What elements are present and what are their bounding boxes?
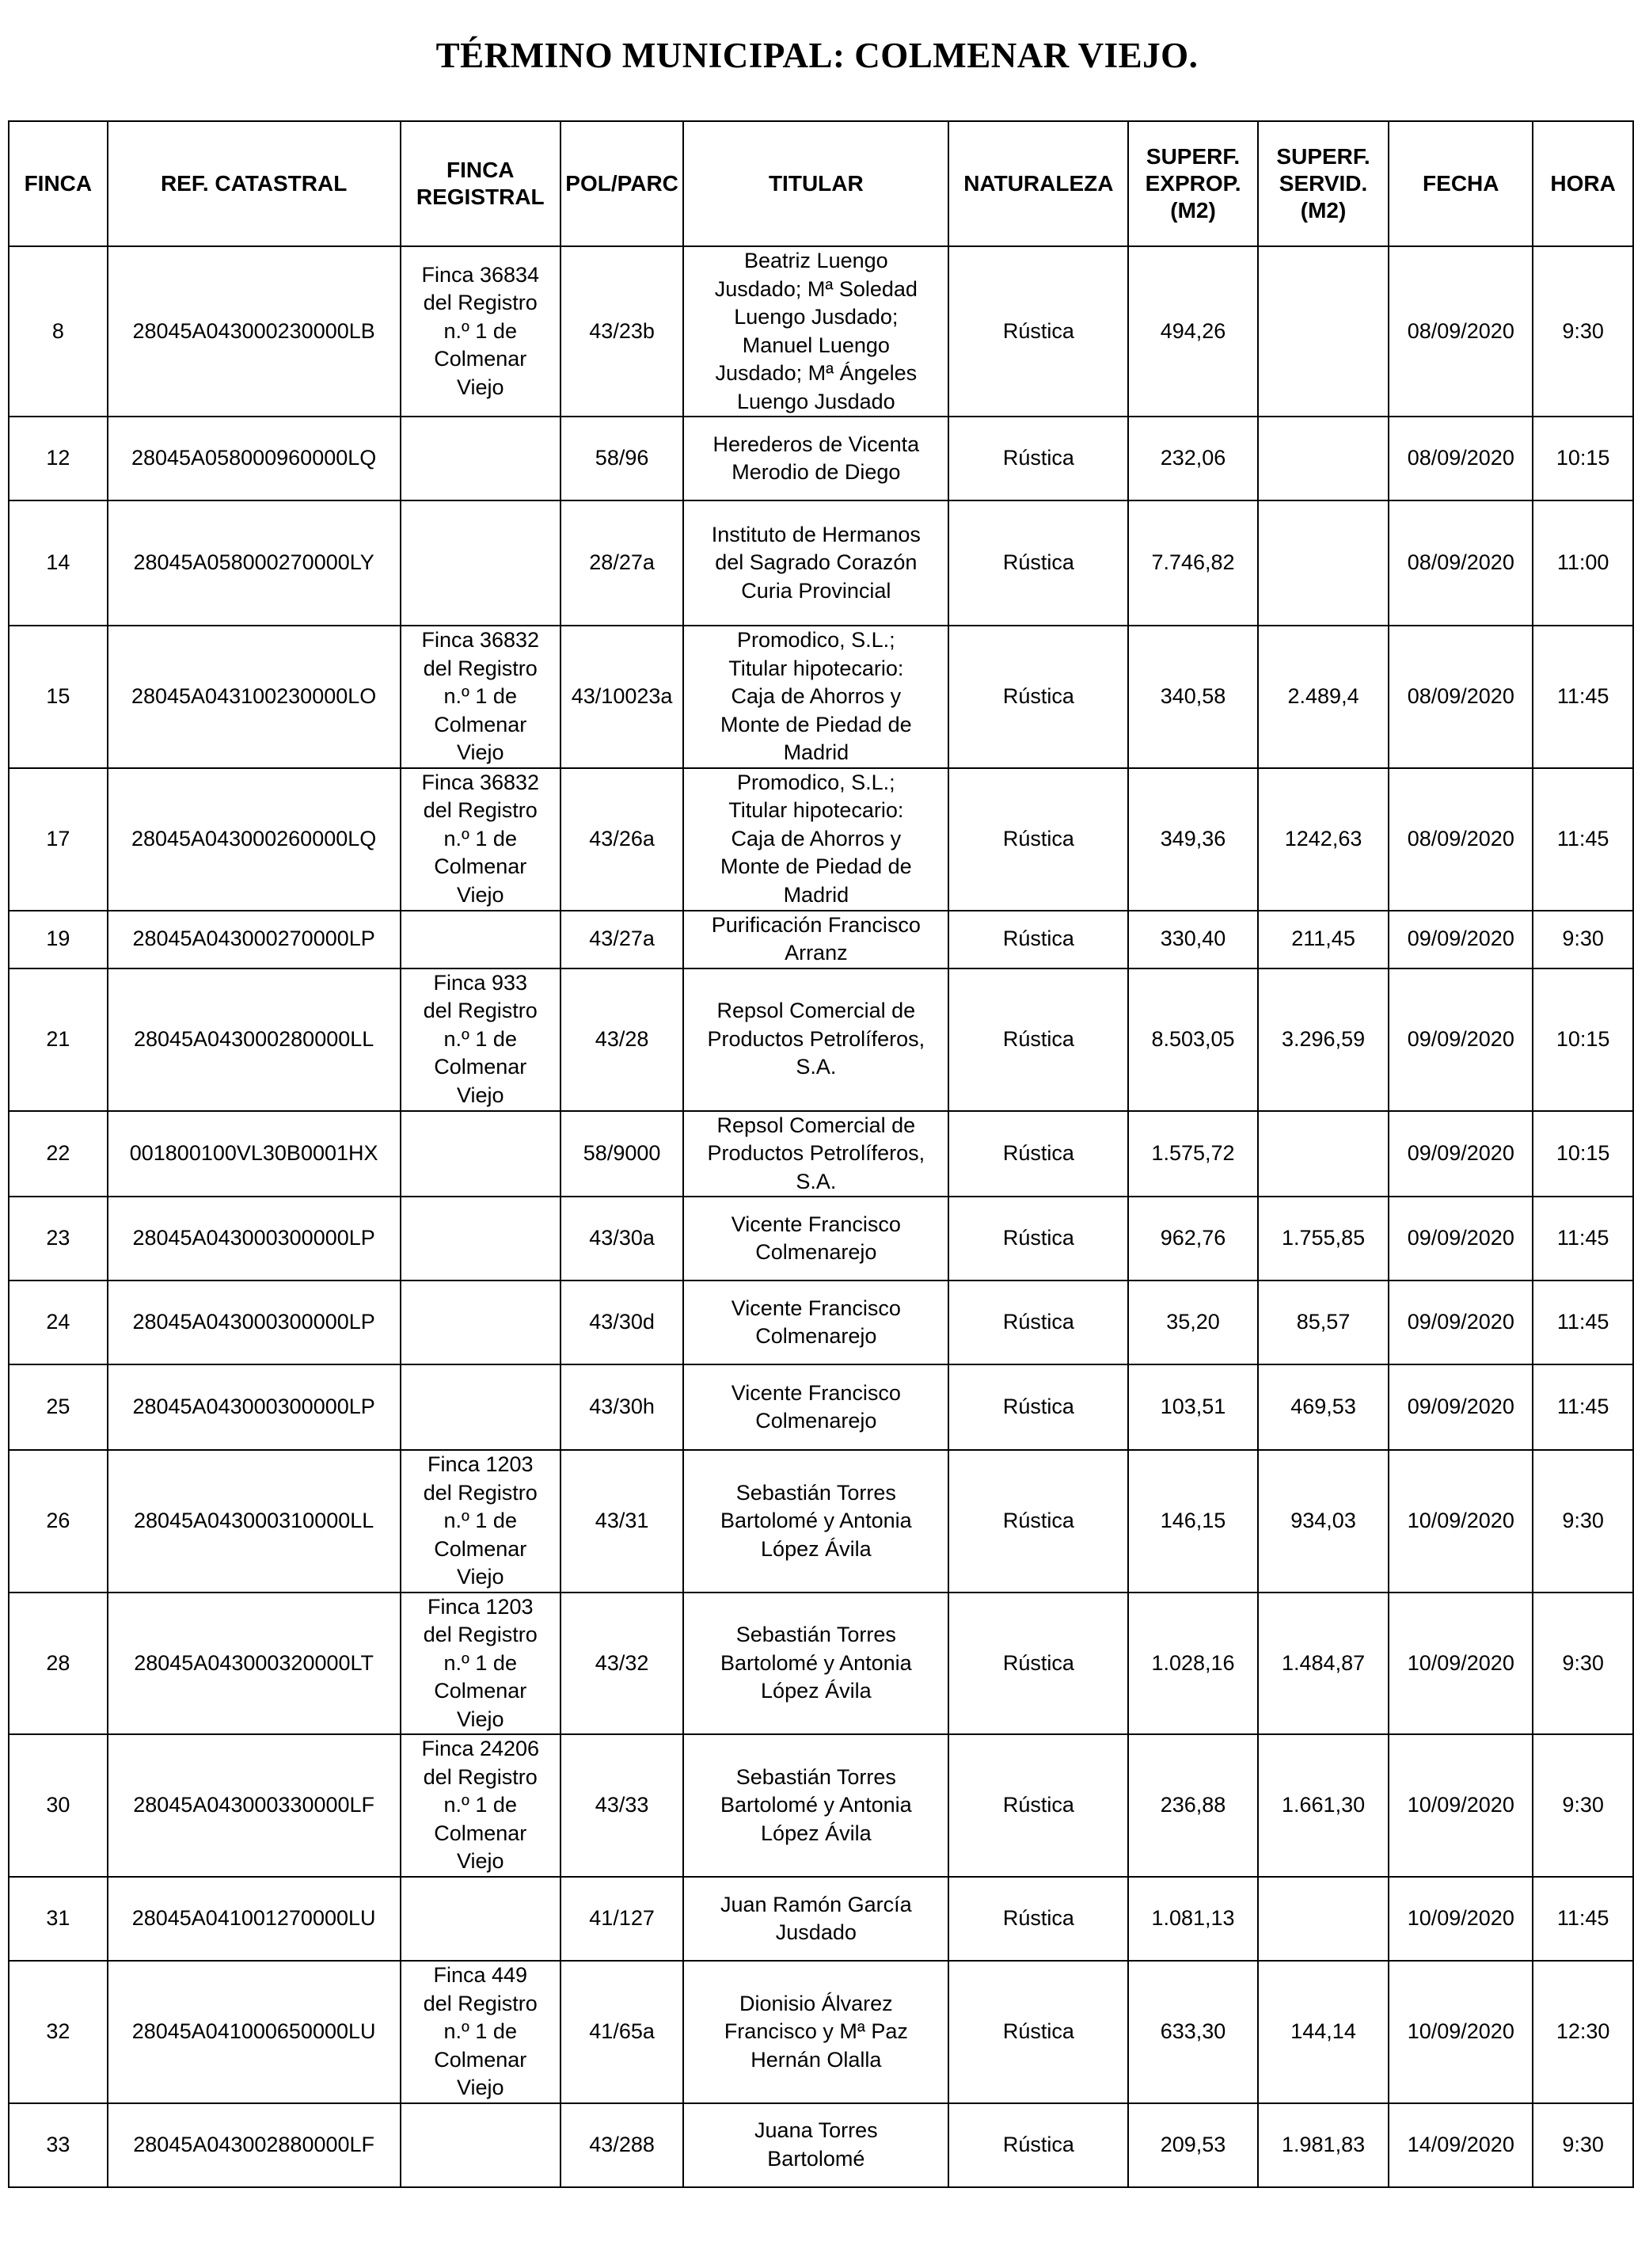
cell-fecha: 08/09/2020 <box>1389 417 1533 500</box>
table-body <box>9 246 1633 2187</box>
cell-hora: 10:15 <box>1533 968 1633 1111</box>
cell-superf-servid: 1242,63 <box>1258 768 1389 911</box>
cell-titular: Vicente Francisco Colmenarejo <box>683 1197 948 1281</box>
cell-ref-catastral: 28045A043000330000LF <box>108 1734 401 1877</box>
header-pol-parc: POL/PARC <box>560 121 683 246</box>
cell-superf-servid: 469,53 <box>1258 1364 1389 1450</box>
cell-titular: Sebastián Torres Bartolomé y Antonia López Ávila <box>683 1734 948 1877</box>
cell-fecha: 08/09/2020 <box>1389 768 1533 911</box>
cell-titular: Sebastián Torres Bartolomé y Antonia López Ávila <box>683 1593 948 1735</box>
cell-superf-servid: 3.296,59 <box>1258 968 1389 1111</box>
cell-fecha: 09/09/2020 <box>1389 1197 1533 1281</box>
cell-superf-servid <box>1258 1111 1389 1197</box>
cell-finca: 30 <box>9 1734 108 1877</box>
cell-ref-catastral: 28045A041000650000LU <box>108 1961 401 2103</box>
cell-finca: 8 <box>9 246 108 417</box>
cell-finca-registral: Finca 36832 del Registro n.º 1 de Colmenar Viejo <box>401 768 560 911</box>
cell-ref-catastral: 001800100VL30B0001HX <box>108 1111 401 1197</box>
cell-superf-exprop: 340,58 <box>1128 626 1258 768</box>
cell-hora: 11:45 <box>1533 1877 1633 1961</box>
table-row <box>9 768 1633 911</box>
cell-ref-catastral: 28045A043000300000LP <box>108 1281 401 1364</box>
cell-naturaleza: Rústica <box>948 417 1128 500</box>
cell-hora: 9:30 <box>1533 1734 1633 1877</box>
cell-ref-catastral: 28045A043000310000LL <box>108 1450 401 1593</box>
cell-finca-registral: Finca 24206 del Registro n.º 1 de Colmenar Viejo <box>401 1734 560 1877</box>
cell-ref-catastral: 28045A043000300000LP <box>108 1197 401 1281</box>
cell-pol-parc: 58/9000 <box>560 1111 683 1197</box>
cell-naturaleza: Rústica <box>948 1281 1128 1364</box>
cell-finca-registral: Finca 449 del Registro n.º 1 de Colmenar Viejo <box>401 1961 560 2103</box>
table-row <box>9 1877 1633 1961</box>
expropriation-table <box>8 120 1634 2188</box>
header-hora: HORA <box>1533 121 1633 246</box>
cell-finca: 31 <box>9 1877 108 1961</box>
cell-ref-catastral: 28045A058000270000LY <box>108 500 401 626</box>
cell-fecha: 14/09/2020 <box>1389 2103 1533 2187</box>
table-row <box>9 1593 1633 1735</box>
cell-naturaleza: Rústica <box>948 500 1128 626</box>
header-fecha: FECHA <box>1389 121 1533 246</box>
cell-superf-exprop: 35,20 <box>1128 1281 1258 1364</box>
cell-hora: 11:45 <box>1533 1364 1633 1450</box>
cell-pol-parc: 41/127 <box>560 1877 683 1961</box>
cell-superf-exprop: 494,26 <box>1128 246 1258 417</box>
cell-pol-parc: 43/27a <box>560 911 683 968</box>
cell-pol-parc: 43/288 <box>560 2103 683 2187</box>
cell-fecha: 09/09/2020 <box>1389 1364 1533 1450</box>
cell-naturaleza: Rústica <box>948 1877 1128 1961</box>
cell-ref-catastral: 28045A041001270000LU <box>108 1877 401 1961</box>
cell-finca: 32 <box>9 1961 108 2103</box>
cell-superf-exprop: 962,76 <box>1128 1197 1258 1281</box>
cell-fecha: 09/09/2020 <box>1389 1111 1533 1197</box>
cell-finca-registral <box>401 500 560 626</box>
table-row <box>9 2103 1633 2187</box>
cell-naturaleza: Rústica <box>948 1734 1128 1877</box>
cell-titular: Vicente Francisco Colmenarejo <box>683 1281 948 1364</box>
cell-superf-servid: 1.661,30 <box>1258 1734 1389 1877</box>
cell-pol-parc: 58/96 <box>560 417 683 500</box>
cell-ref-catastral: 28045A043000300000LP <box>108 1364 401 1450</box>
cell-superf-servid <box>1258 417 1389 500</box>
cell-hora: 11:45 <box>1533 626 1633 768</box>
cell-hora: 11:45 <box>1533 1197 1633 1281</box>
table-row <box>9 626 1633 768</box>
cell-naturaleza: Rústica <box>948 1364 1128 1450</box>
cell-pol-parc: 43/33 <box>560 1734 683 1877</box>
cell-finca-registral <box>401 1197 560 1281</box>
table-row <box>9 911 1633 968</box>
header-naturaleza: NATURALEZA <box>948 121 1128 246</box>
cell-finca-registral: Finca 933 del Registro n.º 1 de Colmenar Viejo <box>401 968 560 1111</box>
cell-titular: Vicente Francisco Colmenarejo <box>683 1364 948 1450</box>
cell-titular: Purificación Francisco Arranz <box>683 911 948 968</box>
cell-finca: 14 <box>9 500 108 626</box>
cell-pol-parc: 43/28 <box>560 968 683 1111</box>
cell-naturaleza: Rústica <box>948 1111 1128 1197</box>
cell-ref-catastral: 28045A043000260000LQ <box>108 768 401 911</box>
table-row <box>9 1961 1633 2103</box>
header-finca: FINCA <box>9 121 108 246</box>
cell-naturaleza: Rústica <box>948 1197 1128 1281</box>
cell-superf-servid: 85,57 <box>1258 1281 1389 1364</box>
cell-superf-servid: 1.981,83 <box>1258 2103 1389 2187</box>
cell-superf-servid <box>1258 500 1389 626</box>
cell-titular: Beatriz Luengo Jusdado; Mª Soledad Luengo Jusdado; Manuel Luengo Jusdado; Mª Ángeles Luengo Jusdado <box>683 246 948 417</box>
header-superf-exprop: SUPERF. EXPROP. (M2) <box>1128 121 1258 246</box>
cell-finca-registral: Finca 1203 del Registro n.º 1 de Colmenar Viejo <box>401 1450 560 1593</box>
cell-superf-exprop: 1.575,72 <box>1128 1111 1258 1197</box>
cell-titular: Dionisio Álvarez Francisco y Mª Paz Hernán Olalla <box>683 1961 948 2103</box>
cell-superf-exprop: 103,51 <box>1128 1364 1258 1450</box>
cell-hora: 9:30 <box>1533 1593 1633 1735</box>
table-row <box>9 1281 1633 1364</box>
cell-finca-registral <box>401 2103 560 2187</box>
cell-finca-registral <box>401 1281 560 1364</box>
cell-finca: 25 <box>9 1364 108 1450</box>
cell-ref-catastral: 28045A043000230000LB <box>108 246 401 417</box>
cell-fecha: 10/09/2020 <box>1389 1877 1533 1961</box>
cell-hora: 9:30 <box>1533 911 1633 968</box>
cell-finca-registral <box>401 1877 560 1961</box>
header-titular: TITULAR <box>683 121 948 246</box>
cell-fecha: 09/09/2020 <box>1389 1281 1533 1364</box>
cell-naturaleza: Rústica <box>948 626 1128 768</box>
cell-titular: Sebastián Torres Bartolomé y Antonia López Ávila <box>683 1450 948 1593</box>
cell-finca: 22 <box>9 1111 108 1197</box>
cell-superf-exprop: 232,06 <box>1128 417 1258 500</box>
cell-finca: 15 <box>9 626 108 768</box>
cell-superf-servid <box>1258 246 1389 417</box>
table-row <box>9 417 1633 500</box>
cell-fecha: 09/09/2020 <box>1389 911 1533 968</box>
cell-naturaleza: Rústica <box>948 1593 1128 1735</box>
table-row <box>9 1197 1633 1281</box>
cell-finca-registral <box>401 417 560 500</box>
cell-fecha: 08/09/2020 <box>1389 246 1533 417</box>
cell-pol-parc: 43/30d <box>560 1281 683 1364</box>
cell-finca-registral <box>401 1364 560 1450</box>
cell-superf-exprop: 1.081,13 <box>1128 1877 1258 1961</box>
cell-pol-parc: 43/10023a <box>560 626 683 768</box>
header-finca-registral: FINCA REGISTRAL <box>401 121 560 246</box>
cell-titular: Juana Torres Bartolomé <box>683 2103 948 2187</box>
cell-fecha: 10/09/2020 <box>1389 1734 1533 1877</box>
cell-superf-servid: 2.489,4 <box>1258 626 1389 768</box>
cell-finca: 24 <box>9 1281 108 1364</box>
cell-titular: Promodico, S.L.; Titular hipotecario: Caja de Ahorros y Monte de Piedad de Madrid <box>683 626 948 768</box>
cell-naturaleza: Rústica <box>948 2103 1128 2187</box>
cell-finca-registral: Finca 36832 del Registro n.º 1 de Colmenar Viejo <box>401 626 560 768</box>
cell-pol-parc: 43/23b <box>560 246 683 417</box>
cell-superf-exprop: 1.028,16 <box>1128 1593 1258 1735</box>
table-row <box>9 500 1633 626</box>
cell-ref-catastral: 28045A058000960000LQ <box>108 417 401 500</box>
cell-superf-exprop: 349,36 <box>1128 768 1258 911</box>
cell-superf-exprop: 236,88 <box>1128 1734 1258 1877</box>
cell-superf-servid: 211,45 <box>1258 911 1389 968</box>
cell-fecha: 09/09/2020 <box>1389 968 1533 1111</box>
cell-ref-catastral: 28045A043000280000LL <box>108 968 401 1111</box>
cell-pol-parc: 41/65a <box>560 1961 683 2103</box>
cell-fecha: 10/09/2020 <box>1389 1593 1533 1735</box>
cell-finca: 28 <box>9 1593 108 1735</box>
cell-finca: 19 <box>9 911 108 968</box>
cell-pol-parc: 28/27a <box>560 500 683 626</box>
cell-titular: Juan Ramón García Jusdado <box>683 1877 948 1961</box>
cell-superf-exprop: 209,53 <box>1128 2103 1258 2187</box>
cell-hora: 9:30 <box>1533 2103 1633 2187</box>
page-title: TÉRMINO MUNICIPAL: COLMENAR VIEJO. <box>435 36 1199 75</box>
cell-finca-registral: Finca 36834 del Registro n.º 1 de Colmenar Viejo <box>401 246 560 417</box>
cell-ref-catastral: 28045A043000270000LP <box>108 911 401 968</box>
cell-pol-parc: 43/31 <box>560 1450 683 1593</box>
cell-finca: 17 <box>9 768 108 911</box>
cell-hora: 12:30 <box>1533 1961 1633 2103</box>
cell-titular: Herederos de Vicenta Merodio de Diego <box>683 417 948 500</box>
cell-naturaleza: Rústica <box>948 246 1128 417</box>
cell-finca-registral: Finca 1203 del Registro n.º 1 de Colmenar Viejo <box>401 1593 560 1735</box>
cell-hora: 10:15 <box>1533 1111 1633 1197</box>
cell-titular: Repsol Comercial de Productos Petrolíferos, S.A. <box>683 968 948 1111</box>
cell-superf-exprop: 330,40 <box>1128 911 1258 968</box>
cell-hora: 9:30 <box>1533 246 1633 417</box>
cell-hora: 10:15 <box>1533 417 1633 500</box>
cell-ref-catastral: 28045A043100230000LO <box>108 626 401 768</box>
cell-fecha: 10/09/2020 <box>1389 1450 1533 1593</box>
cell-finca: 12 <box>9 417 108 500</box>
cell-superf-servid: 1.484,87 <box>1258 1593 1389 1735</box>
header-ref-catastral: REF. CATASTRAL <box>108 121 401 246</box>
cell-superf-servid <box>1258 1877 1389 1961</box>
cell-finca: 23 <box>9 1197 108 1281</box>
cell-titular: Repsol Comercial de Productos Petrolíferos, S.A. <box>683 1111 948 1197</box>
cell-fecha: 10/09/2020 <box>1389 1961 1533 2103</box>
table-row <box>9 1364 1633 1450</box>
cell-fecha: 08/09/2020 <box>1389 500 1533 626</box>
cell-superf-exprop: 8.503,05 <box>1128 968 1258 1111</box>
cell-finca: 33 <box>9 2103 108 2187</box>
cell-naturaleza: Rústica <box>948 911 1128 968</box>
cell-finca-registral <box>401 1111 560 1197</box>
cell-naturaleza: Rústica <box>948 768 1128 911</box>
table-row <box>9 1450 1633 1593</box>
cell-superf-servid: 144,14 <box>1258 1961 1389 2103</box>
cell-fecha: 08/09/2020 <box>1389 626 1533 768</box>
cell-finca: 26 <box>9 1450 108 1593</box>
cell-superf-exprop: 633,30 <box>1128 1961 1258 2103</box>
cell-superf-exprop: 7.746,82 <box>1128 500 1258 626</box>
cell-titular: Promodico, S.L.; Titular hipotecario: Caja de Ahorros y Monte de Piedad de Madrid <box>683 768 948 911</box>
table-row <box>9 1111 1633 1197</box>
cell-hora: 11:45 <box>1533 768 1633 911</box>
cell-pol-parc: 43/26a <box>560 768 683 911</box>
cell-naturaleza: Rústica <box>948 1450 1128 1593</box>
cell-pol-parc: 43/32 <box>560 1593 683 1735</box>
cell-hora: 11:00 <box>1533 500 1633 626</box>
header-row <box>9 121 1633 246</box>
header-superf-servid: SUPERF. SERVID. (M2) <box>1258 121 1389 246</box>
cell-superf-servid: 1.755,85 <box>1258 1197 1389 1281</box>
cell-pol-parc: 43/30h <box>560 1364 683 1450</box>
cell-hora: 11:45 <box>1533 1281 1633 1364</box>
cell-superf-servid: 934,03 <box>1258 1450 1389 1593</box>
cell-naturaleza: Rústica <box>948 1961 1128 2103</box>
cell-finca-registral <box>401 911 560 968</box>
cell-naturaleza: Rústica <box>948 968 1128 1111</box>
cell-titular: Instituto de Hermanos del Sagrado Corazón Curia Provincial <box>683 500 948 626</box>
cell-superf-exprop: 146,15 <box>1128 1450 1258 1593</box>
cell-finca: 21 <box>9 968 108 1111</box>
cell-ref-catastral: 28045A043002880000LF <box>108 2103 401 2187</box>
table-row <box>9 1734 1633 1877</box>
table-row <box>9 968 1633 1111</box>
cell-pol-parc: 43/30a <box>560 1197 683 1281</box>
cell-ref-catastral: 28045A043000320000LT <box>108 1593 401 1735</box>
cell-hora: 9:30 <box>1533 1450 1633 1593</box>
table-row <box>9 246 1633 417</box>
